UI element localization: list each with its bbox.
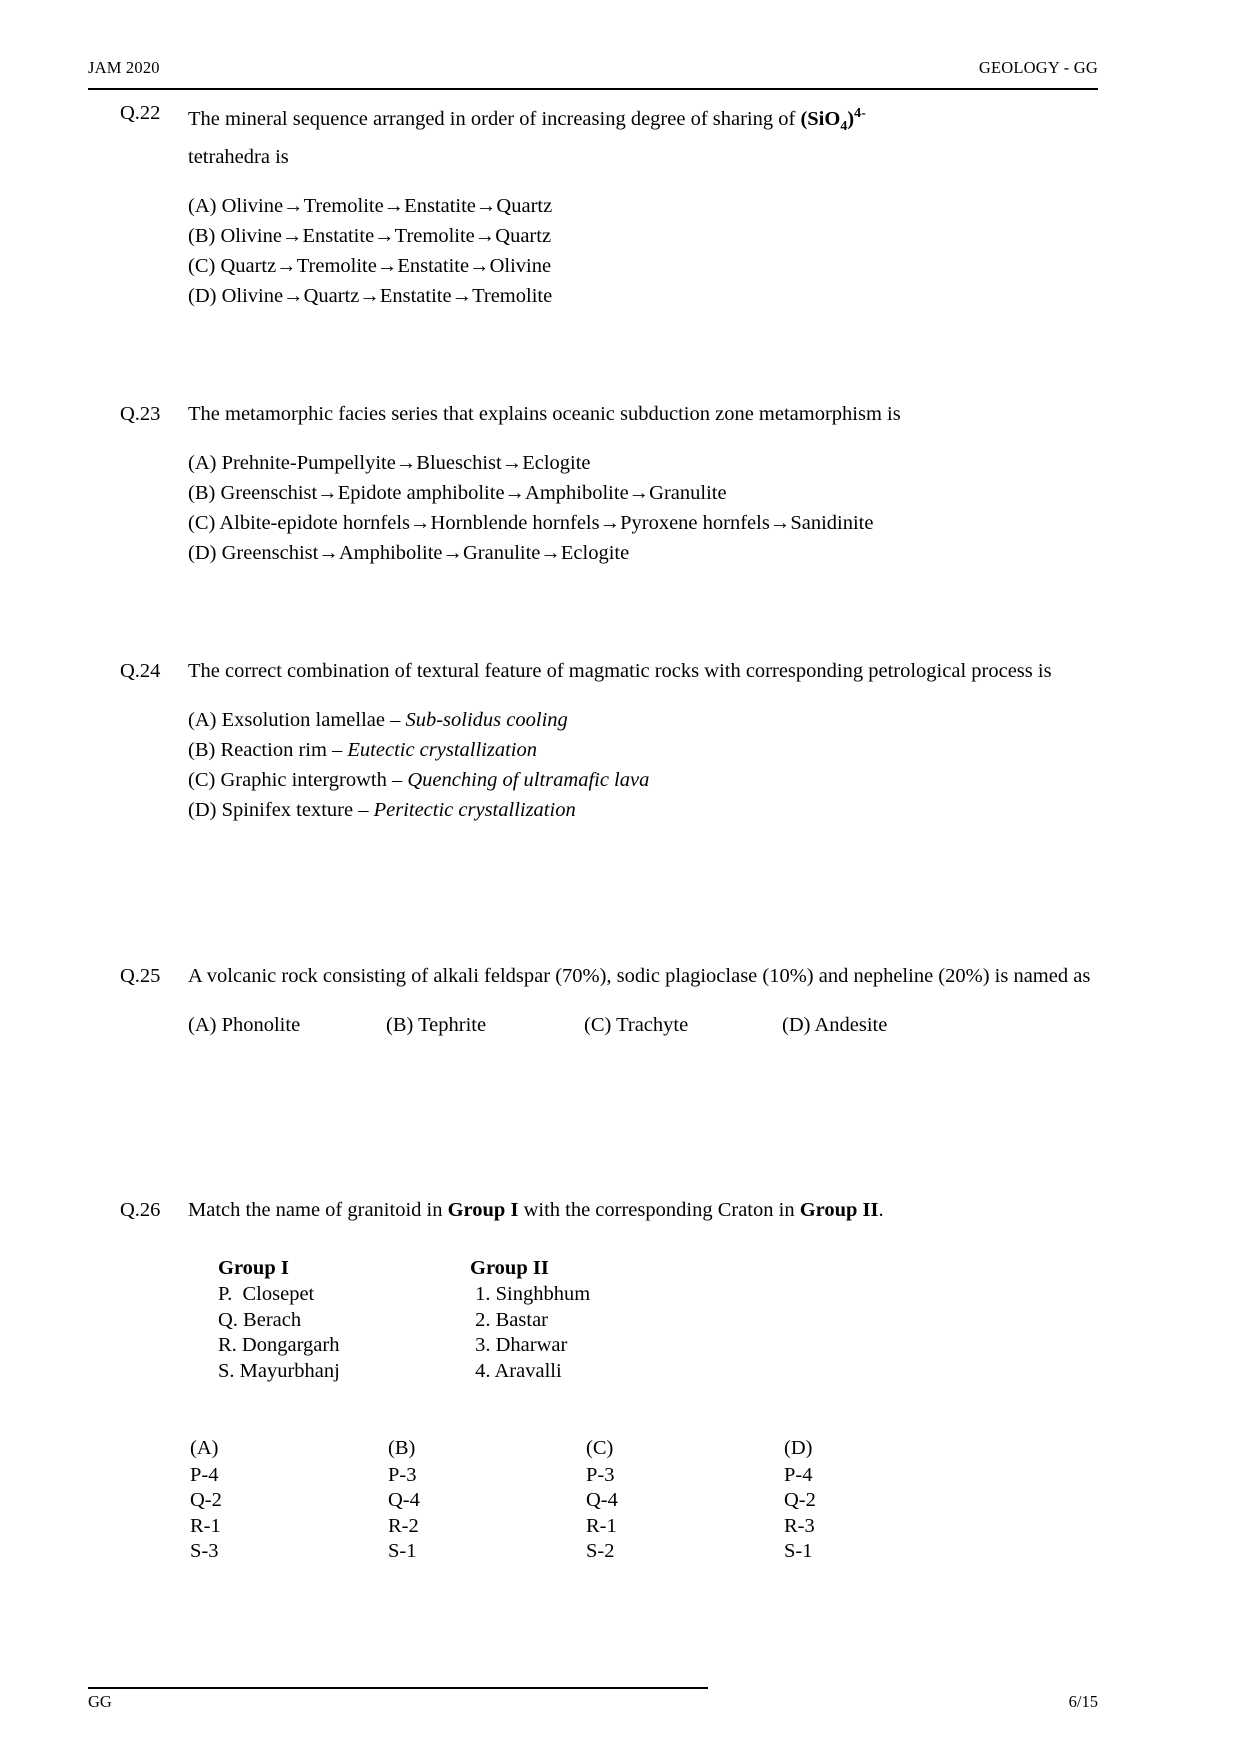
question-body	[188, 98, 1121, 311]
option-c[interactable]: (C) Quartz→Tremolite→Enstatite→Olivine	[188, 254, 552, 277]
question-stem: The metamorphic facies series that explains oceanic subduction zone metamorphism is	[188, 402, 901, 425]
answer-d-row-p: P-4	[784, 1463, 813, 1486]
header-divider	[88, 88, 1098, 90]
answer-b-row-p: P-3	[388, 1463, 417, 1486]
answer-a-row-p: P-4	[190, 1463, 219, 1486]
answer-option-c[interactable]	[586, 1436, 784, 1565]
answer-d-row-r: R-3	[784, 1514, 815, 1537]
group-i-item-p: P. Closepet	[218, 1283, 315, 1306]
answer-option-c-label: (C)	[586, 1437, 614, 1460]
section-spacer	[0, 1129, 1241, 1195]
option-a-label: (A) Exsolution lamellae –	[188, 708, 406, 731]
answer-b-row-s: S-1	[388, 1540, 417, 1563]
group-ii-item-1: 1. Singhbhum	[470, 1283, 591, 1306]
formula-subscript: 4	[840, 118, 848, 134]
answer-option-d[interactable]	[784, 1436, 982, 1565]
question-stem: A volcanic rock consisting of alkali feldspar (70%), sodic plagioclase (10%) and nepheline (20%) is named as	[188, 964, 1091, 987]
option-b-process: Eutectic crystallization	[347, 738, 537, 761]
question-number: Q.23	[120, 402, 161, 425]
header-exam-name: JAM 2020	[88, 58, 160, 77]
group-i-column	[218, 1256, 470, 1385]
question-number: Q.26	[120, 1198, 161, 1221]
question-body	[188, 399, 1121, 568]
answer-c-row-r: R-1	[586, 1514, 617, 1537]
option-c[interactable]: (C) Trachyte	[584, 1013, 689, 1036]
option-d-label: (D) Spinifex texture –	[188, 798, 374, 821]
answer-a-row-q: Q-2	[190, 1489, 222, 1512]
group-i-item-s: S. Mayurbhanj	[218, 1359, 340, 1382]
group-i-item-q: Q. Berach	[218, 1308, 302, 1331]
match-groups-table	[0, 1256, 1241, 1385]
option-list	[188, 1010, 1121, 1041]
option-d-process: Peritectic crystallization	[373, 798, 576, 821]
option-d[interactable]: (D) Greenschist→Amphibolite→Granulite→Eclogite	[188, 541, 630, 564]
answer-option-a[interactable]	[190, 1436, 388, 1565]
option-c-process: Quenching of ultramafic lava	[407, 768, 650, 791]
section-spacer	[0, 825, 1241, 913]
group-ii-reference: Group II	[799, 1198, 879, 1221]
question-q25	[0, 961, 1241, 1041]
section-spacer	[0, 1041, 1241, 1129]
question-stem	[188, 98, 1121, 173]
group-ii-header: Group II	[470, 1256, 549, 1279]
option-b[interactable]: (B) Greenschist→Epidote amphibolite→Amphibolite→Granulite	[188, 481, 727, 504]
section-spacer	[0, 913, 1241, 961]
stem-part-2: with the corresponding Craton in	[518, 1198, 800, 1221]
question-q23	[0, 399, 1241, 568]
formula-charge: 4-	[854, 106, 866, 121]
group-i-header: Group I	[218, 1256, 289, 1279]
group-ii-item-4: 4. Aravalli	[470, 1359, 562, 1382]
option-list	[188, 705, 1121, 825]
answer-b-row-q: Q-4	[388, 1489, 420, 1512]
answer-option-d-label: (D)	[784, 1437, 813, 1460]
option-c[interactable]: (C) Albite-epidote hornfels→Hornblende hornfels→Pyroxene hornfels→Sanidinite	[188, 511, 874, 534]
header-subject-code: GEOLOGY - GG	[978, 58, 1098, 77]
footer-page-number: 6/15	[1068, 1692, 1098, 1711]
option-d[interactable]: (D) Olivine→Quartz→Enstatite→Tremolite	[188, 284, 553, 307]
answer-c-row-q: Q-4	[586, 1489, 618, 1512]
answer-c-row-p: P-3	[586, 1463, 615, 1486]
answer-option-b[interactable]	[388, 1436, 586, 1565]
answer-grid	[190, 1436, 1121, 1565]
question-body	[188, 961, 1121, 1041]
answer-d-row-q: Q-2	[784, 1489, 816, 1512]
group-i-reference: Group I	[447, 1198, 519, 1221]
stem-part-1: Match the name of granitoid in	[188, 1198, 448, 1221]
stem-part-3: .	[878, 1198, 884, 1221]
question-body	[188, 656, 1121, 825]
option-a-process: Sub-solidus cooling	[405, 708, 568, 731]
question-stem: The correct combination of textural feature of magmatic rocks with corresponding petrological process is	[188, 659, 1052, 682]
answer-a-row-s: S-3	[190, 1540, 219, 1563]
section-spacer	[0, 311, 1241, 399]
option-list	[188, 448, 1121, 568]
option-a[interactable]: (A) Prehnite-Pumpellyite→Blueschist→Eclogite	[188, 451, 591, 474]
answer-option-b-label: (B)	[388, 1437, 416, 1460]
page-header	[88, 58, 1098, 78]
question-number: Q.24	[120, 659, 161, 682]
group-ii-item-3: 3. Dharwar	[470, 1334, 568, 1357]
question-stem-text: The mineral sequence arranged in order of increasing degree of sharing of	[188, 107, 801, 130]
option-d[interactable]	[188, 795, 1121, 825]
question-number: Q.25	[120, 964, 161, 987]
option-b[interactable]: (B) Tephrite	[386, 1013, 487, 1036]
questions-container	[0, 98, 1241, 1565]
question-q26	[0, 1195, 1241, 1226]
footer-subject-code: GG	[88, 1692, 112, 1711]
answer-option-a-label: (A)	[190, 1437, 219, 1460]
option-a[interactable]	[188, 705, 1121, 735]
option-a[interactable]: (A) Phonolite	[188, 1013, 301, 1036]
question-stem	[188, 1195, 1121, 1226]
answer-a-row-r: R-1	[190, 1514, 221, 1537]
option-b[interactable]	[188, 735, 1121, 765]
group-i-item-r: R. Dongargarh	[218, 1334, 340, 1357]
option-c-label: (C) Graphic intergrowth –	[188, 768, 408, 791]
option-b[interactable]: (B) Olivine→Enstatite→Tremolite→Quartz	[188, 224, 552, 247]
option-c[interactable]	[188, 765, 1121, 795]
question-q22	[0, 98, 1241, 311]
group-ii-column	[470, 1256, 722, 1385]
formula-close: )	[847, 107, 855, 130]
question-q24	[0, 656, 1241, 825]
section-spacer	[0, 568, 1241, 656]
answer-d-row-s: S-1	[784, 1540, 813, 1563]
q26-answer-options	[0, 1384, 1241, 1565]
page-footer	[88, 1692, 1098, 1712]
group-ii-item-2: 2. Bastar	[470, 1308, 548, 1331]
question-stem-continued: tetrahedra is	[188, 145, 289, 168]
option-list	[188, 191, 1121, 311]
question-body	[188, 1195, 1121, 1226]
formula-open: (SiO	[800, 107, 841, 130]
option-a[interactable]: (A) Olivine→Tremolite→Enstatite→Quartz	[188, 194, 553, 217]
option-d[interactable]: (D) Andesite	[782, 1013, 888, 1036]
option-b-label: (B) Reaction rim –	[188, 738, 348, 761]
question-number: Q.22	[120, 102, 161, 124]
footer-divider	[88, 1687, 708, 1689]
answer-b-row-r: R-2	[388, 1514, 419, 1537]
answer-c-row-s: S-2	[586, 1540, 615, 1563]
